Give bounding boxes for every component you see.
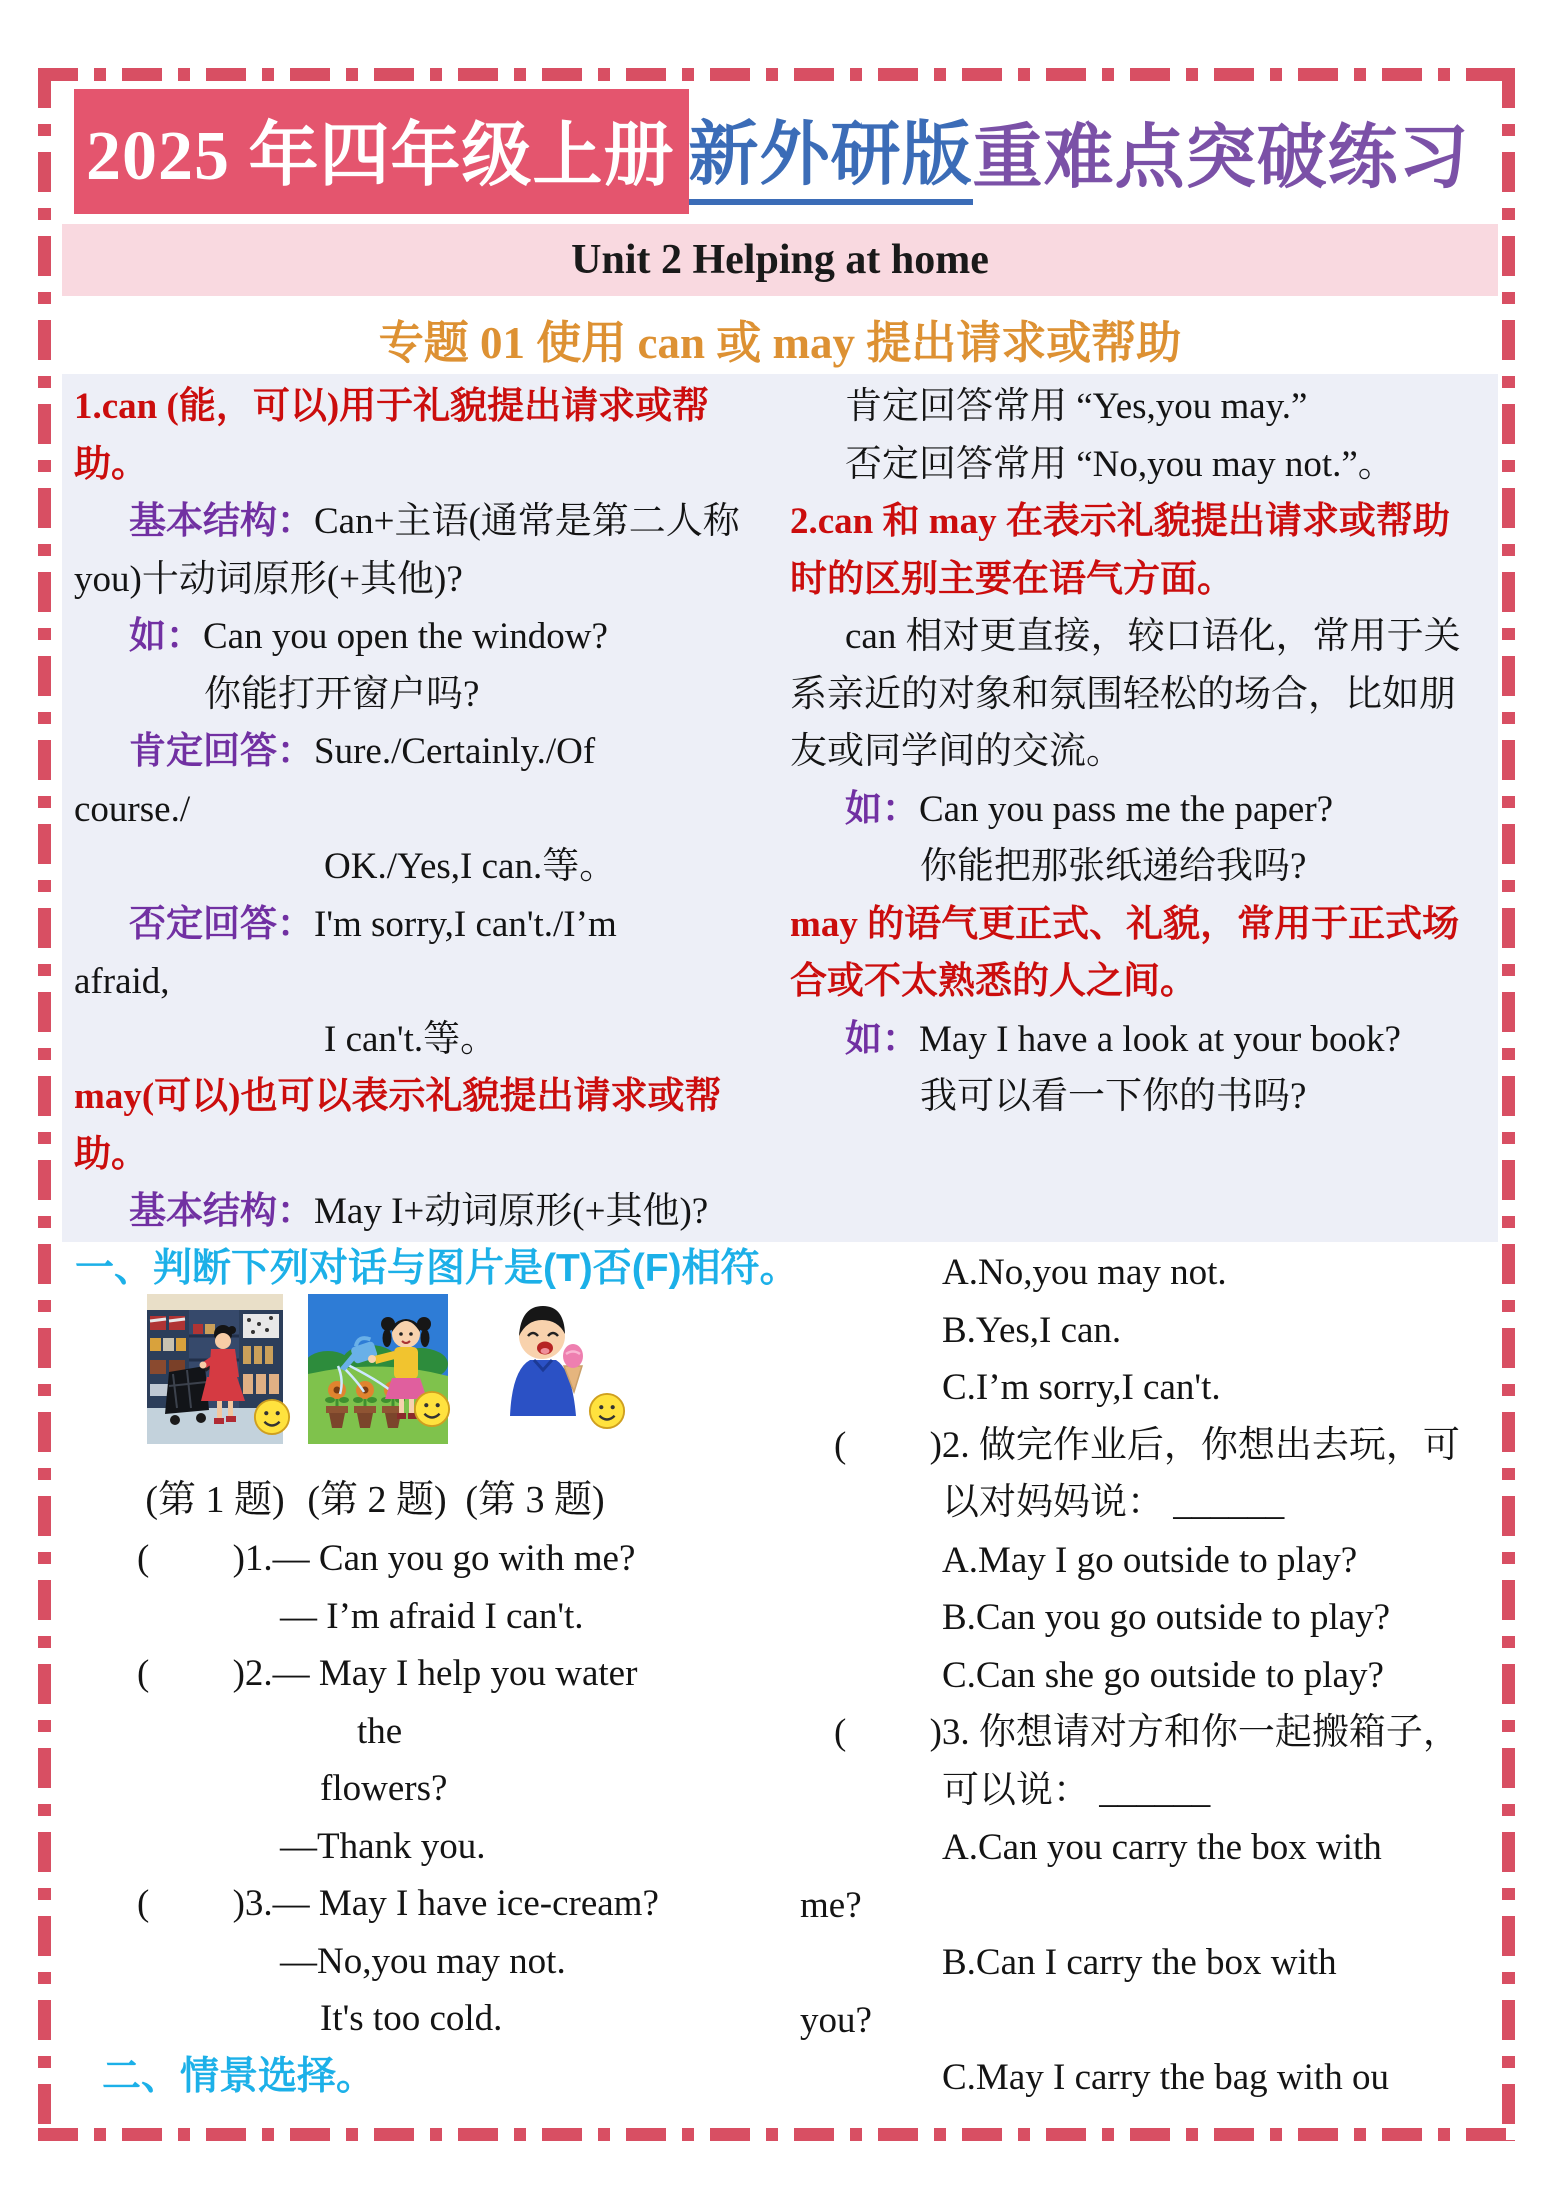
text-segment: 可以说： ______ — [942, 1769, 1211, 1811]
text-line — [790, 608, 1498, 666]
text-line — [790, 781, 1498, 839]
text-line — [780, 1359, 1498, 1417]
picture-3-caption: (第 3 题) — [465, 1479, 605, 1521]
text-line — [62, 1818, 780, 1876]
text-line — [74, 608, 780, 666]
exercise-left-column — [62, 1244, 799, 2107]
text-segment: I'm sorry,I can't./I’m — [314, 903, 617, 945]
text-segment: 你能把那张纸递给我吗? — [920, 846, 1307, 887]
text-line — [780, 1302, 1498, 1360]
text-segment: I can't.等。 — [324, 1018, 498, 1060]
text-segment: Can you open the window? — [203, 616, 608, 657]
picture-1-caption: (第 1 题) — [145, 1479, 285, 1521]
text-segment: — I’m afraid I can't. — [280, 1595, 584, 1637]
text-line — [780, 1647, 1498, 1705]
text-line — [780, 2049, 1498, 2107]
title-suffix: 重难点突破练习 — [972, 119, 1470, 197]
text-line — [780, 1762, 1498, 1820]
text-segment: 助。 — [74, 1133, 148, 1175]
exercise-right-column — [780, 1244, 1498, 2107]
smiley-icon — [413, 1390, 451, 1428]
text-line — [74, 896, 780, 954]
text-line — [790, 551, 1498, 609]
text-line — [74, 666, 780, 724]
text-line — [780, 1877, 1498, 1935]
text-segment: A.May I go outside to play? — [942, 1539, 1358, 1581]
text-line — [790, 493, 1498, 551]
exercise-left-lines — [62, 1530, 780, 2048]
text-segment: 如： — [129, 616, 203, 657]
text-line — [790, 666, 1498, 724]
text-segment: —Thank you. — [280, 1825, 486, 1867]
text-segment: course./ — [74, 788, 191, 830]
text-segment: ( )1.— Can you go with me? — [137, 1538, 636, 1579]
text-segment: 1.can (能，可以)用于礼貌提出请求或帮 — [74, 386, 710, 427]
text-segment: —No,you may not. — [280, 1940, 566, 1982]
text-line — [74, 1068, 780, 1126]
title-edition: 新外研版 — [689, 98, 973, 205]
worksheet-title — [74, 94, 1470, 208]
text-segment: A.No,you may not. — [942, 1252, 1227, 1293]
text-line — [790, 378, 1498, 436]
text-line — [62, 1588, 780, 1646]
page-border-right — [1502, 68, 1515, 2141]
exercise-section — [62, 1244, 1498, 2107]
text-segment: you? — [800, 1999, 872, 2041]
unit-banner-label: Unit 2 Helping at home — [571, 237, 989, 283]
text-segment: 以对妈妈说： ______ — [942, 1482, 1285, 1523]
text-segment: 系亲近的对象和氛围轻松的场合，比如朋 — [790, 673, 1456, 715]
text-line — [74, 436, 780, 494]
text-line — [74, 838, 780, 896]
text-segment: flowers? — [320, 1768, 448, 1809]
text-segment: ( )2. 做完作业后，你想出去玩，可 — [834, 1424, 1460, 1466]
title-highlight: 2025 年四年级上册 — [74, 89, 689, 214]
text-segment: 如： — [845, 788, 919, 830]
text-line — [62, 1933, 780, 1991]
smiley-icon — [253, 1398, 291, 1436]
text-segment: 时的区别主要在语气方面。 — [790, 558, 1234, 600]
text-segment: Sure./Certainly./Of — [314, 731, 596, 772]
picture-3-boy-ice-cream — [500, 1294, 592, 1444]
text-line — [74, 1183, 780, 1241]
text-segment: you)十动词原形(+其他)? — [74, 558, 463, 600]
picture-2-caption: (第 2 题) — [307, 1479, 447, 1521]
text-segment: It's too cold. — [320, 1998, 503, 2039]
text-line — [74, 551, 780, 609]
text-line — [790, 1011, 1498, 1069]
text-line — [780, 1934, 1498, 1992]
text-segment: B.Can you go outside to play? — [942, 1597, 1391, 1638]
text-line — [790, 1068, 1498, 1126]
text-line — [74, 781, 780, 839]
text-line — [62, 1875, 780, 1933]
text-segment: 2.can 和 may 在表示礼貌提出请求或帮助 — [790, 501, 1450, 542]
text-line — [790, 838, 1498, 896]
page-border-top — [38, 68, 1515, 81]
text-line — [780, 1819, 1498, 1877]
text-segment: 我可以看一下你的书吗? — [920, 1076, 1307, 1117]
text-segment: C.May I carry the bag with ou — [942, 2057, 1389, 2098]
text-line — [790, 436, 1498, 494]
text-segment: 肯定回答常用 “Yes,you may.” — [845, 386, 1308, 427]
text-segment: 否定回答： — [129, 903, 314, 945]
section1-heading: 一、判断下列对话与图片是(T)否(F)相符。 — [75, 1247, 799, 1290]
topic-heading: 专题 01 使用 can 或 may 提出请求或帮助 — [378, 318, 1182, 368]
text-line — [780, 1474, 1498, 1532]
exercise-pictures — [62, 1294, 780, 1444]
text-segment: 友或同学间的交流。 — [790, 731, 1123, 772]
text-segment: the — [357, 1710, 403, 1752]
text-segment: 合或不太熟悉的人之间。 — [790, 961, 1197, 1002]
text-segment: ( )3. 你想请对方和你一起搬箱子， — [834, 1712, 1460, 1753]
text-line — [62, 1703, 780, 1761]
text-segment: afraid, — [74, 961, 170, 1002]
text-segment: ( )3.— May I have ice-cream? — [137, 1883, 659, 1924]
text-segment: B.Yes,I can. — [942, 1309, 1122, 1351]
text-segment: May I have a look at your book? — [919, 1018, 1401, 1060]
text-segment: 如： — [845, 1018, 919, 1060]
text-line — [74, 953, 780, 1011]
text-line — [74, 1011, 780, 1069]
text-line — [74, 1126, 780, 1184]
text-segment: 助。 — [74, 443, 148, 485]
text-line — [74, 493, 780, 551]
text-segment: 否定回答常用 “No,you may not.”。 — [845, 443, 1395, 485]
text-line — [780, 1532, 1498, 1590]
text-line — [62, 1760, 780, 1818]
text-segment: Can you pass me the paper? — [919, 788, 1334, 830]
text-line — [780, 1417, 1498, 1475]
page-border-left — [38, 68, 51, 2141]
picture-captions — [62, 1444, 780, 1530]
text-segment: 肯定回答： — [129, 731, 314, 772]
text-line — [62, 1530, 780, 1588]
text-segment: may(可以)也可以表示礼貌提出请求或帮 — [74, 1076, 722, 1117]
text-line — [790, 723, 1498, 781]
text-segment: 你能打开窗户吗? — [204, 673, 480, 715]
text-line — [790, 896, 1498, 954]
text-line — [62, 1645, 780, 1703]
smiley-icon — [588, 1392, 626, 1430]
text-segment: can 相对更直接，较口语化，常用于关 — [845, 616, 1461, 657]
text-segment: may 的语气更正式、礼貌，常用于正式场 — [790, 903, 1460, 945]
text-segment: A.Can you carry the box with — [942, 1827, 1382, 1868]
text-line — [74, 723, 780, 781]
section2-heading: 二、情景选择。 — [102, 2054, 376, 2098]
text-line — [790, 953, 1498, 1011]
unit-banner — [62, 224, 1498, 296]
text-segment: C.Can she go outside to play? — [942, 1654, 1384, 1696]
text-line — [780, 1704, 1498, 1762]
text-segment: C.I’m sorry,I can't. — [942, 1367, 1221, 1408]
text-segment: Can+主语(通常是第二人称 — [314, 501, 740, 542]
notes-left-column — [62, 374, 780, 1242]
text-line — [74, 378, 780, 436]
text-segment: B.Can I carry the box with — [942, 1942, 1337, 1983]
text-segment: 基本结构： — [129, 501, 314, 542]
notes-right-column — [780, 374, 1498, 1242]
text-segment: me? — [800, 1884, 862, 1926]
text-line — [62, 1990, 780, 2048]
text-line — [780, 1992, 1498, 2050]
text-segment: ( )2.— May I help you water — [137, 1653, 638, 1694]
text-line — [780, 1589, 1498, 1647]
text-line — [780, 1244, 1498, 1302]
text-segment: May I+动词原形(+其他)? — [314, 1191, 709, 1232]
page-border-bottom — [38, 2128, 1515, 2141]
notes-panel — [62, 374, 1498, 1242]
text-segment: 基本结构： — [129, 1191, 314, 1232]
text-segment: OK./Yes,I can.等。 — [324, 846, 617, 887]
